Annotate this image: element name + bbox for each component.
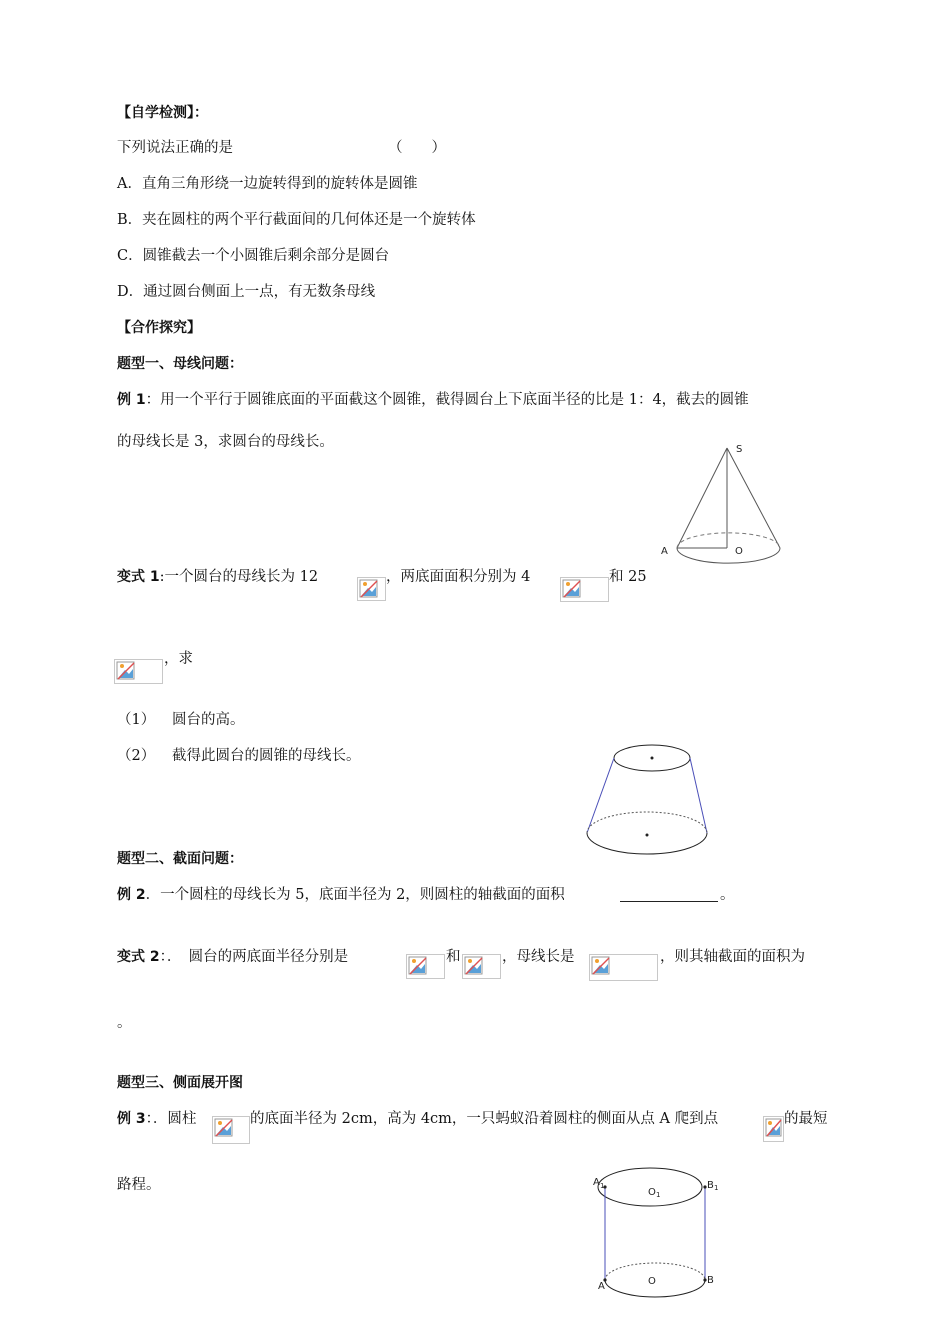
- sub-item-1-num: （1）: [117, 712, 156, 728]
- type2-title: 题型二、截面问题：: [117, 851, 243, 867]
- image-placeholder-icon: [591, 956, 611, 976]
- variant2-label: 变式 2: [117, 949, 160, 965]
- type1-title: 题型一、母线问题：: [117, 356, 243, 372]
- option-b: B．夹在圆柱的两个平行截面间的几何体还是一个旋转体: [117, 212, 476, 228]
- frustum-top-center: [651, 757, 654, 760]
- self-check-heading: 【自学检测】：: [117, 105, 208, 121]
- label-b1-sub: 1: [714, 1184, 719, 1192]
- frustum-base-center: [646, 834, 649, 837]
- broken-image-icon: [114, 659, 163, 684]
- label-o1: O: [648, 1187, 656, 1198]
- example2-label: 例 2: [117, 887, 146, 903]
- variant1-line: [117, 567, 318, 587]
- broken-image-icon: [763, 1116, 784, 1142]
- example3-line2: 路程。: [117, 1177, 161, 1193]
- label-a: A: [598, 1281, 605, 1292]
- label-b1: B: [707, 1180, 714, 1191]
- cone-figure: [655, 438, 790, 573]
- type3-title: 题型三、侧面展开图: [117, 1075, 243, 1091]
- example2-text: ．一个圆柱的母线长为 5，底面半径为 2，则圆柱的轴截面的面积: [145, 887, 565, 903]
- cone-base-back: [677, 533, 780, 548]
- cone-label-a: A: [661, 546, 668, 557]
- example3-text-b: 的底面半径为 2cm，高为 4cm，一只蚂蚁沿着圆柱的侧面从点 A 爬到点: [250, 1111, 719, 1127]
- example1-text: ：用一个平行于圆锥底面的平面截这个圆锥，截得圆台上下底面半径的比是 1：4，截去的圆锥: [145, 392, 749, 408]
- example3-line: [117, 1109, 196, 1129]
- variant2-text-a: ：． 圆台的两底面半径分别是: [159, 949, 349, 965]
- cone-base-front: [677, 548, 780, 563]
- frustum-left-edge: [587, 758, 614, 833]
- example1-line2: 的母线长是 3，求圆台的母线长。: [117, 434, 334, 450]
- variant2-line: [117, 947, 348, 967]
- broken-image-icon: [357, 577, 386, 601]
- image-placeholder-icon: [116, 661, 136, 681]
- broken-image-icon: [406, 954, 445, 979]
- sub-item-1-text: 圆台的高。: [172, 712, 245, 728]
- variant2-end: 。: [117, 1015, 132, 1031]
- example3-text-a: ：．圆柱: [145, 1111, 197, 1127]
- coop-heading: 【合作探究】: [117, 320, 201, 336]
- answer-paren: （ ）: [388, 140, 446, 156]
- variant1-text-b: ，两底面面积分别为 4: [386, 569, 531, 585]
- broken-image-icon: [212, 1116, 250, 1144]
- frustum-right-edge: [690, 758, 707, 833]
- example3-label: 例 3: [117, 1111, 146, 1127]
- option-a: A．直角三角形绕一边旋转得到的旋转体是圆锥: [117, 176, 418, 192]
- cone-right-edge: [727, 448, 780, 548]
- variant1-text-c: 和 25: [609, 569, 647, 585]
- example2-line: [117, 885, 565, 905]
- image-placeholder-icon: [562, 579, 582, 599]
- option-d: D．通过圆台侧面上一点，有无数条母线: [117, 284, 376, 300]
- answer-blank: [620, 901, 718, 902]
- image-placeholder-icon: [765, 1118, 783, 1138]
- example1-label: 例 1: [117, 392, 146, 408]
- image-placeholder-icon: [408, 956, 428, 976]
- example1-line1: [117, 390, 749, 410]
- image-placeholder-icon: [464, 956, 484, 976]
- question-text: 下列说法正确的是: [117, 140, 233, 156]
- example3-text-c: 的最短: [784, 1111, 828, 1127]
- broken-image-icon: [589, 954, 658, 981]
- image-placeholder-icon: [359, 579, 379, 599]
- label-a1-sub: 1: [600, 1182, 605, 1190]
- example2-end: 。: [720, 887, 735, 903]
- option-c: C．圆锥截去一个小圆锥后剩余部分是圆台: [117, 248, 390, 264]
- variant1-text-d: ，求: [164, 651, 193, 667]
- frustum-base-back: [587, 812, 707, 833]
- sub-item-2-num: （2）: [117, 748, 156, 764]
- cylinder-figure: [590, 1162, 725, 1302]
- variant2-text-c: ，母线长是: [502, 949, 575, 965]
- sub-item-2-text: 截得此圆台的圆锥的母线长。: [172, 748, 361, 764]
- broken-image-icon: [560, 577, 609, 602]
- cone-label-o: O: [735, 546, 743, 557]
- label-o1-sub: 1: [656, 1191, 661, 1199]
- variant2-text-b: 和: [446, 949, 461, 965]
- frustum-figure: [580, 738, 715, 863]
- image-placeholder-icon: [214, 1118, 234, 1138]
- cone-label-s: S: [736, 444, 743, 455]
- label-o: O: [648, 1276, 656, 1287]
- label-a1: A: [593, 1177, 600, 1188]
- label-b: B: [707, 1275, 714, 1286]
- variant1-label: 变式 1: [117, 569, 160, 585]
- broken-image-icon: [462, 954, 501, 979]
- variant1-text-a: :一个圆台的母线长为 12: [159, 569, 319, 585]
- cone-left-edge: [677, 448, 727, 548]
- variant2-text-d: ，则其轴截面的面积为: [660, 949, 805, 965]
